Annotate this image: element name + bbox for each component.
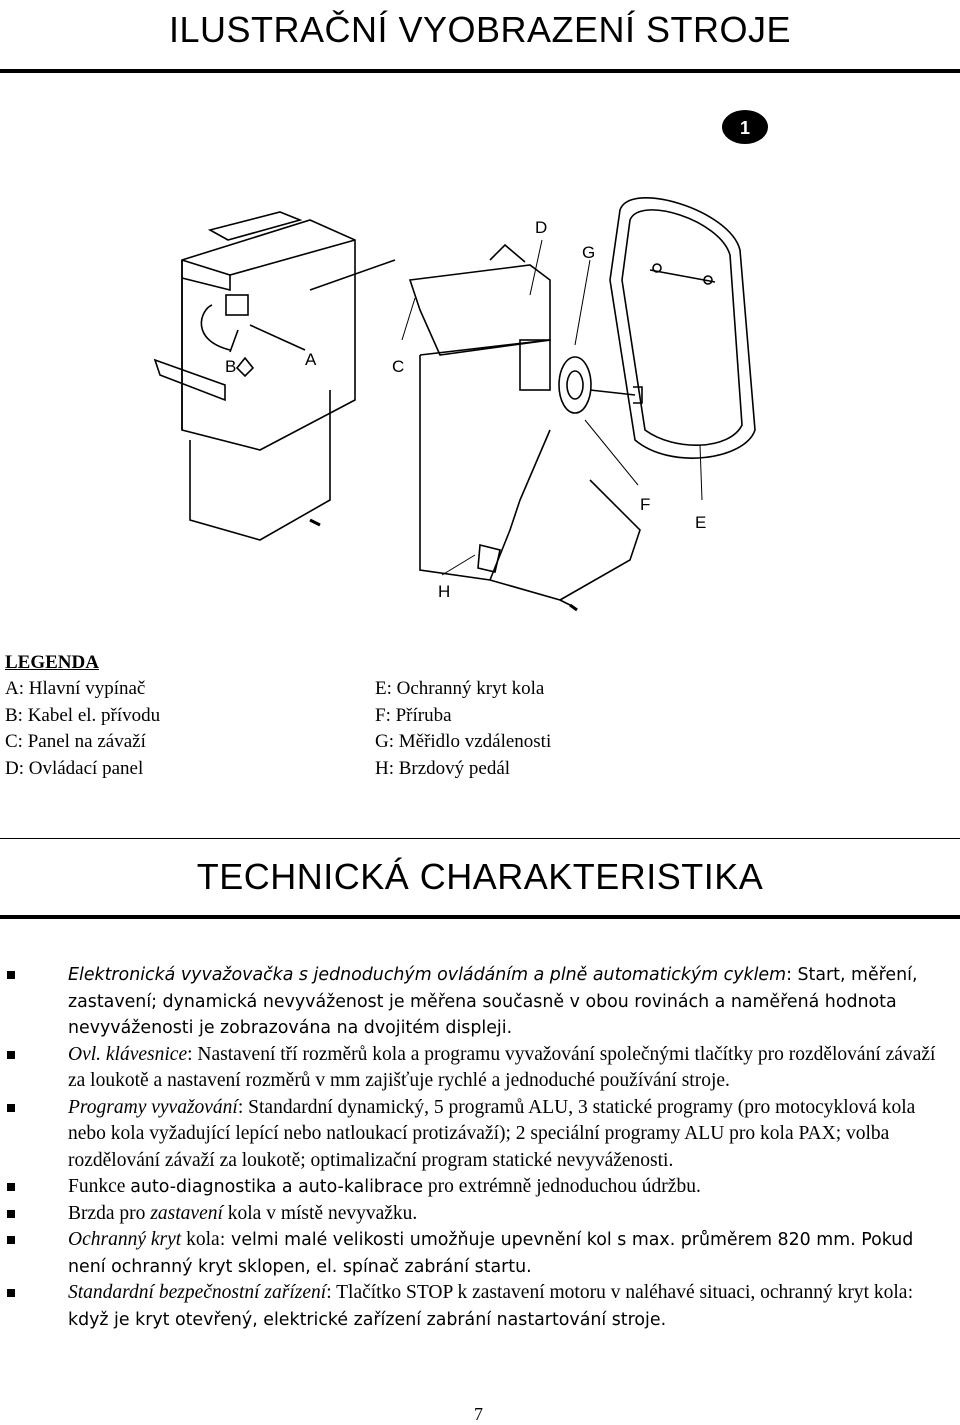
list-item — [0, 1280, 940, 1333]
rear-machine-outline — [155, 212, 395, 540]
list-item — [0, 962, 940, 1042]
item-text: : Tlačítko STOP k zastavení motoru v naléhavé situaci, ochranný kryt kola — [326, 1282, 908, 1303]
legend-title: LEGENDA — [5, 652, 99, 673]
item-text: auto-diagnostika a auto-kalibrace — [130, 1177, 424, 1197]
bullet-square-icon — [7, 1236, 15, 1244]
item-term: Programy vyvažování — [68, 1096, 238, 1118]
item-text: : Nastavení tří rozměrů kola a programu vyvažování společnými tlačítky pro rozdělování závaží za loukotě a nastavení rozměrů v mm zajišťuje rychlé a jednoduché používání stroje. — [68, 1043, 936, 1091]
feature-list — [0, 962, 940, 1333]
svg-text:1: 1 — [739, 118, 751, 138]
list-item — [0, 1174, 940, 1201]
legend-item: F: Příruba — [375, 704, 452, 726]
label-f: F — [640, 495, 651, 514]
item-term: Elektronická vyvažovačka s jednoduchým ovládáním a plně automatickým cyklem — [68, 965, 787, 985]
item-text: : když je kryt otevřený, elektrické zařízení zabrání nastartování stroje. — [68, 1283, 914, 1330]
label-e: E — [695, 513, 707, 532]
item-text: : Start, měření, zastavení; dynamická nevyváženost je měřena současně v obou rovinách a naměřená hodnota nevyváženosti je zobrazována na dvojitém displeji. — [68, 965, 918, 1038]
legend-item: C: Panel na závaží — [5, 731, 146, 752]
title-banner — [0, 0, 960, 70]
list-item — [0, 1201, 940, 1228]
item-text: : Standardní dynamický, 5 programů ALU, 3 statické programy (pro motocyklová kola nebo kola vyžadující lepící nebo natloukací protizávaží); 2 speciální programy ALU pro kola PAX; volba rozdělování závaží za loukotě; optimalizační program statické nevyváženosti. — [68, 1096, 916, 1171]
legend-item: B: Kabel el. přívodu — [5, 704, 161, 726]
bullet-square-icon — [7, 1104, 15, 1112]
legend-column-right — [375, 676, 775, 782]
legend-column-left — [5, 676, 375, 782]
item-text: kola v místě nevyvažku. — [222, 1202, 418, 1224]
item-term: Ovl. klávesnice — [68, 1043, 188, 1065]
item-term: zastavení — [150, 1202, 223, 1224]
label-c: C — [392, 357, 405, 376]
label-b: B — [225, 357, 237, 376]
item-text: kola — [181, 1229, 220, 1250]
list-item — [0, 1227, 940, 1280]
list-item — [0, 1042, 940, 1095]
label-g: G — [582, 243, 596, 262]
legend-item: G: Měřidlo vzdálenosti — [375, 731, 552, 752]
page-number: 7 — [474, 1404, 483, 1424]
legend-item: H: Brzdový pedál — [375, 757, 511, 779]
item-text: Funkce — [68, 1176, 131, 1197]
item-term: Ochranný kryt — [68, 1229, 182, 1250]
label-h: H — [438, 582, 451, 601]
machine-illustration — [130, 100, 820, 620]
item-text: pro extrémně jednoduchou údržbu. — [423, 1176, 701, 1197]
item-text: : velmi malé velikosti umožňuje upevnění kol s max. průměrem 820 mm. Pokud není ochranný kryt sklopen, el. spínač zabrání startu. — [68, 1230, 914, 1277]
bullet-square-icon — [7, 1183, 15, 1191]
bullet-square-icon — [7, 1210, 15, 1218]
bullet-square-icon — [7, 971, 15, 979]
page-title: ILUSTRAČNÍ VYOBRAZENÍ STROJE — [168, 9, 792, 50]
main-machine-outline — [410, 245, 640, 610]
label-a: A — [305, 350, 317, 369]
item-text: Brzda pro — [68, 1202, 151, 1224]
section-title: TECHNICKÁ CHARAKTERISTIKA — [196, 856, 764, 897]
legend-item: E: Ochranný kryt kola — [375, 678, 545, 699]
legend — [5, 650, 955, 782]
bullet-square-icon — [7, 1289, 15, 1297]
legend-item: A: Hlavní vypínač — [5, 678, 146, 699]
section-banner — [0, 838, 960, 916]
figure-number-badge — [722, 110, 768, 144]
label-d: D — [535, 218, 548, 237]
callout-lines — [402, 240, 702, 575]
list-item — [0, 1095, 940, 1175]
flange-assembly — [520, 340, 642, 413]
warning-icon — [237, 358, 253, 376]
legend-item: D: Ovládací panel — [5, 757, 144, 779]
bullet-square-icon — [7, 1051, 15, 1059]
item-term: Standardní bezpečnostní zařízení — [68, 1282, 327, 1303]
wheel-guard-outline — [610, 198, 755, 458]
